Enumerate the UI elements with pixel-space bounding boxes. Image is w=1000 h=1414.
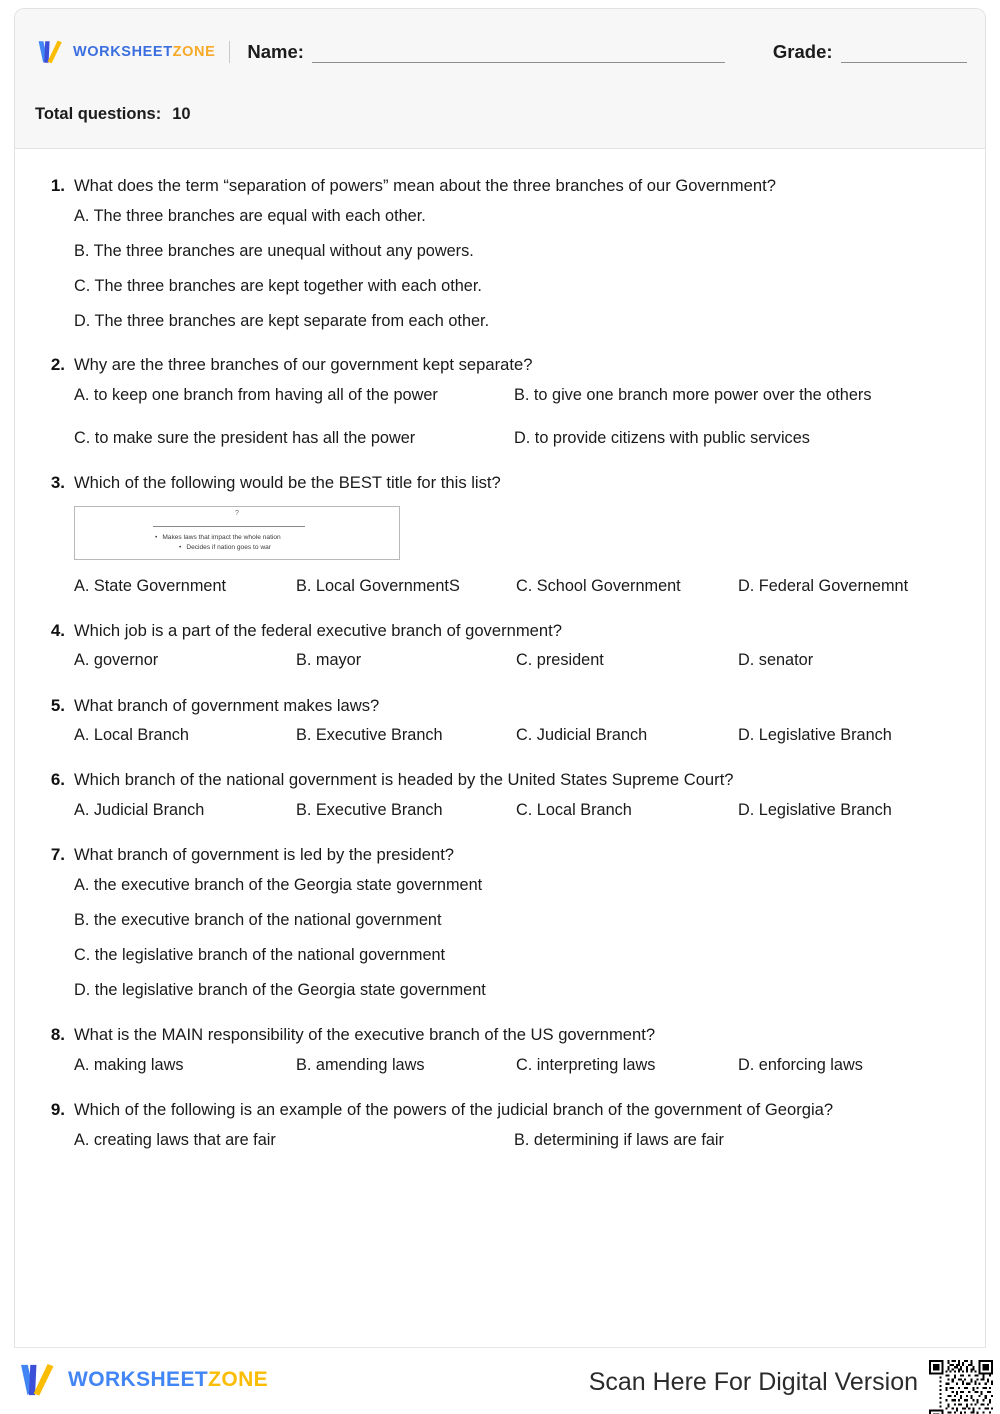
question-number: 4. [50, 620, 65, 640]
bullet-icon: • [179, 543, 182, 551]
answer-option[interactable]: C. The three branches are kept together with each other. [74, 276, 482, 295]
answer-option[interactable]: A. State Government [74, 576, 227, 595]
header-divider [229, 41, 230, 63]
question-number: 1. [50, 176, 65, 195]
answer-options [39, 1055, 961, 1076]
question-heading [39, 769, 961, 791]
answer-option[interactable]: D. The three branches are kept separate from each other. [74, 312, 490, 331]
question-heading [39, 1024, 961, 1046]
question-heading [39, 472, 961, 494]
answer-option[interactable]: A. the executive branch of the Georgia state government [74, 875, 483, 894]
footer-brand-word-worksheet: WORKSHEET [68, 1368, 209, 1391]
answer-options [39, 385, 961, 449]
question-number: 9. [50, 1100, 65, 1120]
worksheet-header [15, 9, 985, 149]
answer-option[interactable]: C. Judicial Branch [516, 726, 648, 745]
total-questions-value: 10 [172, 105, 191, 123]
figure-bullet-item [75, 543, 399, 553]
question-heading [39, 175, 961, 197]
question-item [39, 175, 961, 332]
worksheet-zone-logo-icon [35, 38, 65, 66]
brand-logo-text [73, 44, 215, 60]
answer-option[interactable]: A. making laws [74, 1055, 184, 1074]
grade-label: Grade: [772, 41, 833, 62]
answer-option[interactable]: C. president [516, 651, 604, 670]
figure-bullet-list [75, 533, 399, 553]
question-text: Which of the following would be the BEST title for this list? [74, 473, 501, 493]
question-text: What branch of government makes laws? [74, 695, 380, 715]
answer-option[interactable]: B. amending laws [296, 1055, 425, 1074]
question-item [39, 1099, 961, 1151]
footer-brand-word-zone: ZONE [208, 1368, 269, 1391]
answer-option[interactable]: A. to keep one branch from having all of the power [74, 385, 438, 404]
answer-option[interactable]: C. Local Branch [516, 800, 632, 819]
question-figure-list [74, 506, 400, 560]
question-heading [39, 354, 961, 376]
answer-option[interactable]: A. creating laws that are fair [74, 1130, 276, 1149]
figure-title-rule [153, 526, 305, 527]
question-number: 2. [50, 355, 65, 375]
answer-options [39, 725, 961, 746]
header-fields-row [35, 31, 967, 73]
question-item [39, 844, 961, 1001]
questions-body [15, 149, 985, 1151]
answer-option[interactable]: B. mayor [296, 651, 362, 670]
answer-option[interactable]: B. to give one branch more power over the others [514, 385, 872, 404]
answer-option[interactable]: D. Federal Governemnt [738, 576, 909, 595]
answer-option[interactable]: D. Legislative Branch [738, 800, 892, 819]
question-text: What branch of government is led by the president? [74, 845, 455, 865]
question-number: 3. [50, 473, 65, 493]
answer-option[interactable]: A. Local Branch [74, 726, 189, 745]
answer-options [39, 1130, 961, 1151]
question-text: What does the term “separation of powers” mean about the three branches of our Government? [74, 176, 776, 195]
answer-option[interactable]: A. governor [74, 651, 159, 670]
answer-option[interactable]: A. The three branches are equal with each other. [74, 206, 426, 225]
name-label: Name: [247, 41, 304, 62]
answer-option[interactable]: C. interpreting laws [516, 1055, 656, 1074]
question-heading [39, 1099, 961, 1121]
question-item [39, 769, 961, 821]
brand-word-zone: ZONE [172, 44, 216, 60]
question-item [39, 354, 961, 449]
question-text: Which branch of the national government is headed by the United States Supreme Court? [74, 770, 734, 790]
question-item [39, 695, 961, 747]
answer-option[interactable]: B. determining if laws are fair [514, 1130, 724, 1149]
answer-options [39, 206, 961, 333]
brand-word-worksheet: WORKSHEET [73, 44, 173, 60]
question-text: Why are the three branches of our government kept separate? [74, 355, 533, 375]
question-heading [39, 844, 961, 866]
bullet-icon: • [155, 533, 158, 541]
answer-option[interactable]: D. enforcing laws [738, 1055, 863, 1074]
scan-cta-text: Scan Here For Digital Version [588, 1368, 918, 1396]
grade-input-line[interactable] [841, 62, 967, 63]
figure-bullet-text: Makes laws that impact the whole nation [162, 533, 281, 541]
question-text: Which job is a part of the federal executive branch of government? [74, 620, 562, 640]
answer-option[interactable]: C. to make sure the president has all the power [74, 428, 416, 447]
question-item [39, 472, 961, 597]
question-text: Which of the following is an example of the powers of the judicial branch of the government of Georgia? [74, 1100, 834, 1120]
total-questions [35, 105, 191, 124]
total-questions-label: Total questions: [35, 105, 162, 123]
name-input-line[interactable] [312, 62, 725, 63]
answer-option[interactable]: D. to provide citizens with public services [514, 428, 810, 447]
answer-option[interactable]: D. senator [738, 651, 814, 670]
worksheet-card [14, 8, 986, 1348]
figure-title-placeholder: ? [235, 509, 239, 517]
answer-option[interactable]: D. the legislative branch of the Georgia state government [74, 981, 486, 1000]
answer-option[interactable]: B. the executive branch of the national government [74, 910, 442, 929]
figure-bullet-text: Decides if nation goes to war [186, 543, 271, 551]
worksheet-zone-logo-icon [16, 1360, 58, 1400]
answer-option[interactable]: B. Local GovernmentS [296, 576, 460, 595]
question-number: 8. [50, 1025, 65, 1045]
question-item [39, 620, 961, 672]
answer-option[interactable]: C. the legislative branch of the national government [74, 946, 446, 964]
answer-options [39, 800, 961, 821]
answer-option[interactable]: B. Executive Branch [296, 726, 443, 745]
answer-options [39, 875, 961, 1002]
question-heading [39, 620, 961, 642]
qr-code-icon[interactable] [927, 1358, 995, 1414]
question-text: What is the MAIN responsibility of the executive branch of the US government? [74, 1025, 656, 1045]
answer-option[interactable]: A. Judicial Branch [74, 800, 205, 819]
question-item [39, 1024, 961, 1076]
page-footer [0, 1352, 1000, 1414]
answer-option[interactable]: B. Executive Branch [296, 800, 443, 819]
footer-brand-logo [16, 1360, 268, 1400]
question-number: 6. [50, 770, 65, 790]
answer-options [39, 576, 961, 597]
question-number: 5. [50, 695, 65, 715]
answer-option[interactable]: B. The three branches are unequal without any powers. [74, 241, 474, 260]
answer-options [39, 650, 961, 671]
question-number: 7. [50, 845, 65, 865]
answer-option[interactable]: C. School Government [516, 576, 681, 595]
figure-bullet-item [75, 533, 399, 543]
answer-option[interactable]: D. Legislative Branch [738, 726, 892, 745]
question-heading [39, 695, 961, 717]
footer-brand-text [68, 1368, 268, 1392]
